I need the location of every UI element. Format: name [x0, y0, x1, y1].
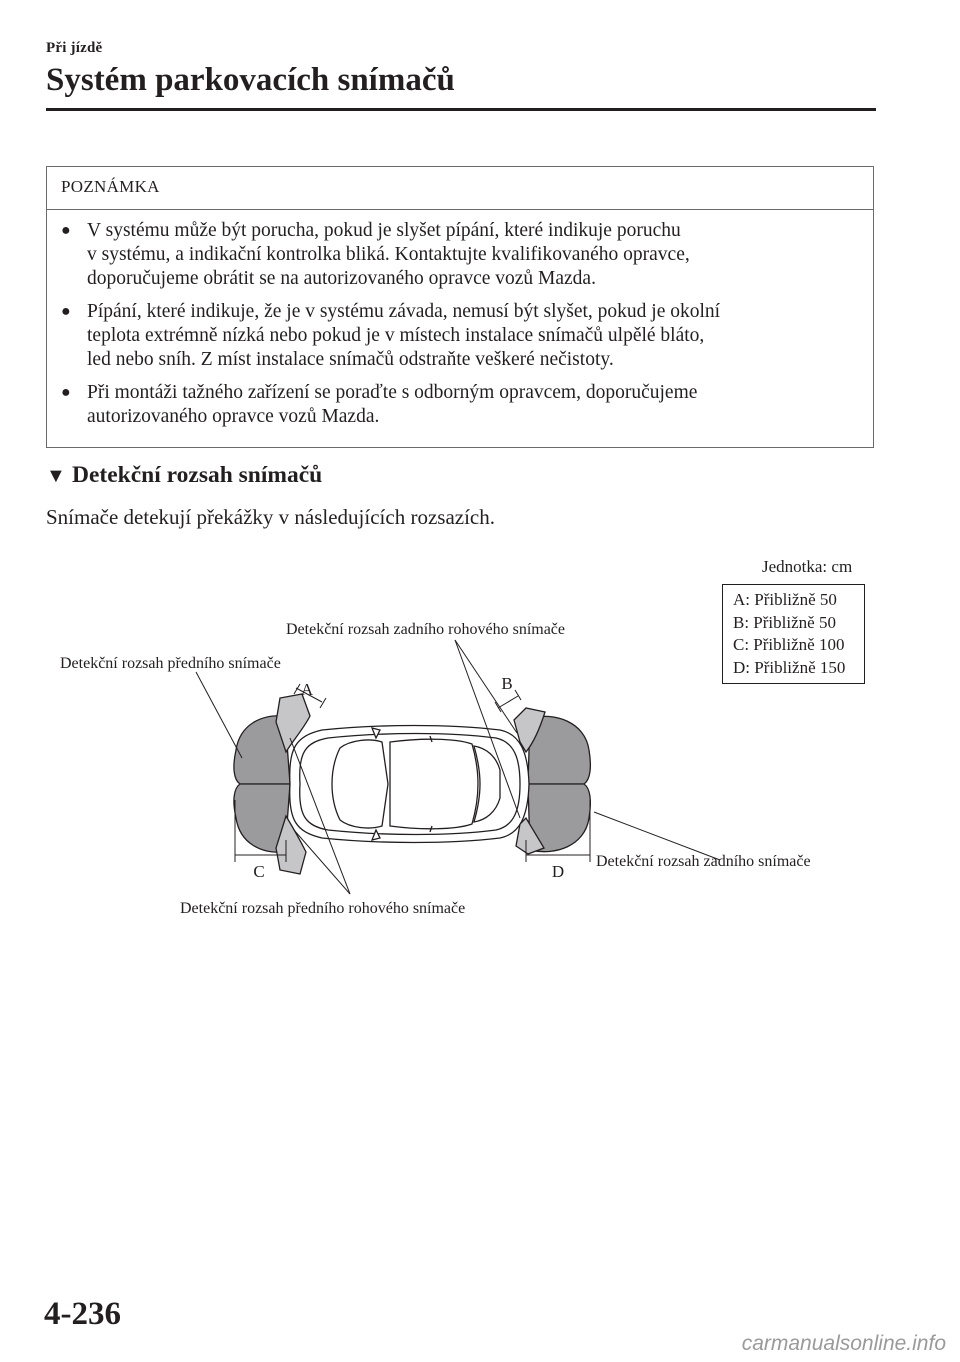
dim-d-label: D: [551, 862, 565, 881]
legend-row: C: Přibližně 100: [733, 635, 845, 654]
leader-front: [196, 672, 242, 758]
watermark: carmanualsonline.info: [741, 1332, 946, 1355]
note-item: [61, 381, 853, 429]
page-number: 4-236: [44, 1296, 121, 1332]
dim-b-label: B: [501, 674, 513, 693]
note-line: teplota extrémně nízká nebo pokud je v místech instalace snímačů ulpělé bláto,: [87, 325, 705, 346]
legend-row: B: Přibližně 50: [733, 612, 836, 632]
dim-a-tick: [294, 684, 300, 694]
note-line: led nebo sníh. Z míst instalace snímačů odstraňte veškeré nečistoty.: [87, 349, 614, 370]
note-divider: [47, 209, 873, 210]
sensor-range-diagram: [0, 550, 960, 930]
dim-a-tick: [320, 698, 326, 708]
section-heading-text: Detekční rozsah snímačů: [72, 462, 323, 488]
page-title: Systém parkovacích snímačů: [46, 62, 455, 98]
note-line: v systému, a indikační kontrolka bliká. Kontaktujte kvalifikovaného opravce,: [87, 244, 690, 265]
label-rear-corner-sensor: Detekční rozsah zadního rohového snímače: [286, 621, 566, 638]
legend-row: D: Přibližně 150: [733, 657, 846, 677]
note-line: V systému může být porucha, pokud je slyšet pípání, které indikuje poruchu: [87, 220, 681, 241]
triangle-down-icon: ▼: [46, 465, 66, 487]
dim-c-label: C: [253, 862, 265, 881]
bullet-icon: ●: [61, 384, 71, 401]
intro-text: Snímače detekují překážky v následujících rozsazích.: [46, 505, 495, 529]
note-item: [61, 219, 853, 291]
note-line: autorizovaného opravce vozů Mazda.: [87, 406, 380, 427]
unit-label: Jednotka: cm: [762, 557, 853, 576]
section-heading: [46, 462, 322, 489]
dim-b-line: [498, 696, 518, 708]
note-item: [61, 300, 853, 372]
note-box: [46, 166, 874, 448]
label-rear-sensor: Detekční rozsah zadního snímače: [596, 853, 811, 870]
roof: [390, 739, 478, 829]
note-line: Při montáži tažného zařízení se poraďte s odborným opravcem, doporučujeme: [87, 382, 698, 403]
label-front-corner-sensor: Detekční rozsah předního rohového snímače: [180, 900, 466, 917]
note-line: Pípání, které indikuje, že je v systému závada, nemusí být slyšet, pokud je okolní: [87, 301, 721, 322]
legend-row: A: Přibližně 50: [733, 590, 837, 609]
label-front-sensor: Detekční rozsah předního snímače: [60, 655, 281, 672]
title-rule: [46, 108, 876, 111]
note-list: [61, 219, 853, 438]
section-label: Při jízdě: [46, 40, 103, 56]
note-line: doporučujeme obrátit se na autorizovaného opravce vozů Mazda.: [87, 268, 596, 289]
note-title: POZNÁMKA: [61, 177, 160, 196]
bullet-icon: ●: [61, 222, 71, 239]
windshield: [332, 740, 388, 828]
dim-b-tick: [515, 690, 521, 700]
dim-a-label: A: [300, 680, 314, 699]
bullet-icon: ●: [61, 303, 71, 320]
